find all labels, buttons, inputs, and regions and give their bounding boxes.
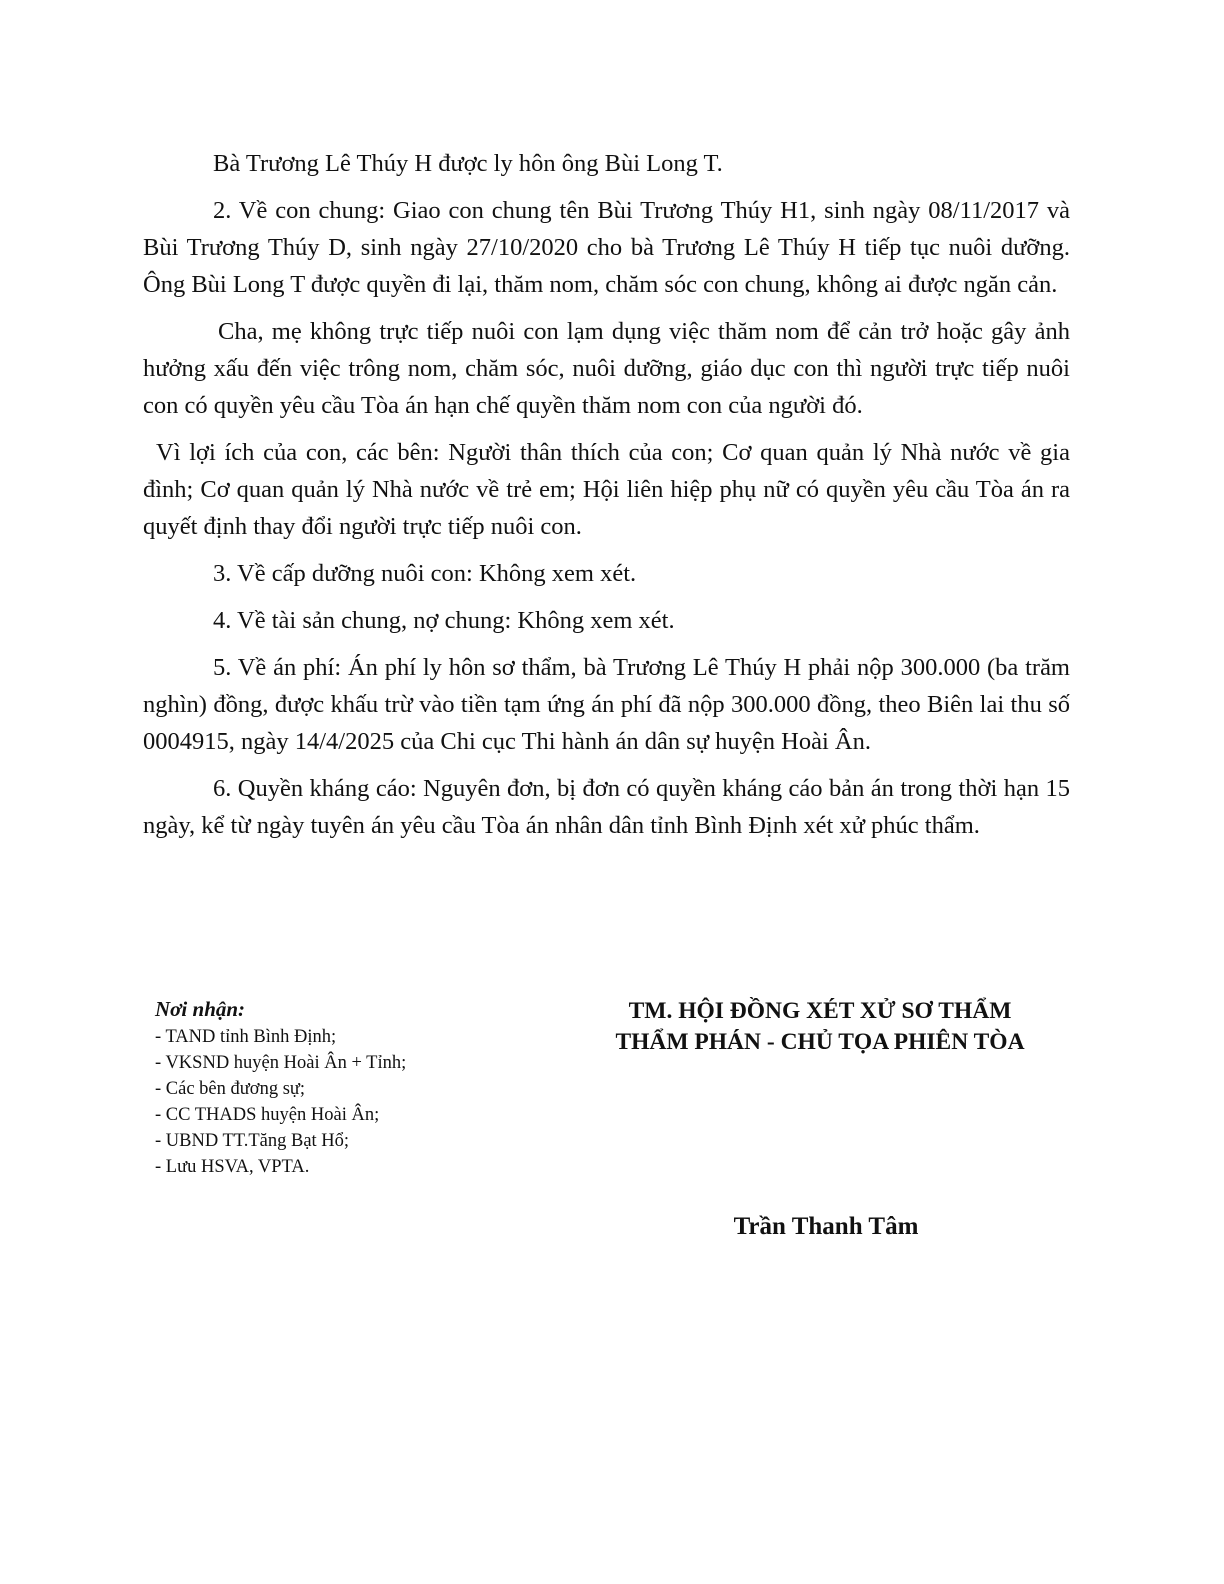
judgment-body [143,145,1070,854]
recipient-item: - Các bên đương sự; [155,1079,306,1099]
paragraph-divorce-granted: Bà Trương Lê Thúy H được ly hôn ông Bùi Long T. [213,150,723,177]
recipient-item: - Lưu HSVA, VPTA. [155,1157,310,1177]
paragraph-visitation-restriction: Cha, mẹ không trực tiếp nuôi con lạm dụng việc thăm nom để cản trở hoặc gây ảnh hưởng xấu đến việc trông nom, chăm sóc, nuôi dưỡng, giáo dục con thì người trực tiếp nuôi con có quyền yêu cầu Tòa án hạn chế quyền thăm nom con của người đó. [143,318,1070,419]
paragraph-child-custody: 2. Về con chung: Giao con chung tên Bùi Trương Thúy H1, sinh ngày 08/11/2017 và Bùi Trương Thúy D, sinh ngày 27/10/2020 cho bà Trương Lê Thúy H tiếp tục nuôi dưỡng. Ông Bùi Long T được quyền đi lại, thăm nom, chăm sóc con chung, không ai được ngăn cản. [143,197,1070,298]
recipient-item: - VKSND huyện Hoài Ân + Tỉnh; [155,1053,407,1073]
signature-judge-title: THẨM PHÁN - CHỦ TỌA PHIÊN TÒA [615,1029,1025,1055]
recipient-item: - TAND tỉnh Bình Định; [155,1027,337,1047]
recipient-item: - CC THADS huyện Hoài Ân; [155,1105,380,1125]
paragraph-child-support: 3. Về cấp dưỡng nuôi con: Không xem xét. [213,560,637,587]
paragraph-court-fees: 5. Về án phí: Án phí ly hôn sơ thẩm, bà Trương Lê Thúy H phải nộp 300.000 (ba trăm nghìn) đồng, được khấu trừ vào tiền tạm ứng án phí đã nộp 300.000 đồng, theo Biên lai thu số 0004915, ngày 14/4/2025 của Chi cục Thi hành án dân sự huyện Hoài Ân. [143,654,1070,755]
paragraph-appeal-rights: 6. Quyền kháng cáo: Nguyên đơn, bị đơn có quyền kháng cáo bản án trong thời hạn 15 ngày, kể từ ngày tuyên án yêu cầu Tòa án nhân dân tỉnh Bình Định xét xử phúc thẩm. [143,775,1070,839]
recipients-list [155,1024,575,1180]
paragraph-custody-change: Vì lợi ích của con, các bên: Người thân thích của con; Cơ quan quản lý Nhà nước về gia đình; Cơ quan quản lý Nhà nước về trẻ em; Hội liên hiệp phụ nữ có quyền yêu cầu Tòa án ra quyết định thay đổi người trực tiếp nuôi con. [143,439,1070,540]
recipient-item: - UBND TT.Tăng Bạt Hổ; [155,1131,350,1151]
recipients-block [155,996,575,1180]
signer-name: Trần Thanh Tâm [733,1213,919,1240]
paragraph-common-property: 4. Về tài sản chung, nợ chung: Không xem xét. [213,607,675,634]
recipients-heading: Nơi nhận: [155,997,246,1021]
signature-council-title: TM. HỘI ĐỒNG XÉT XỬ SƠ THẨM [628,998,1012,1024]
signature-block [590,996,1050,1058]
